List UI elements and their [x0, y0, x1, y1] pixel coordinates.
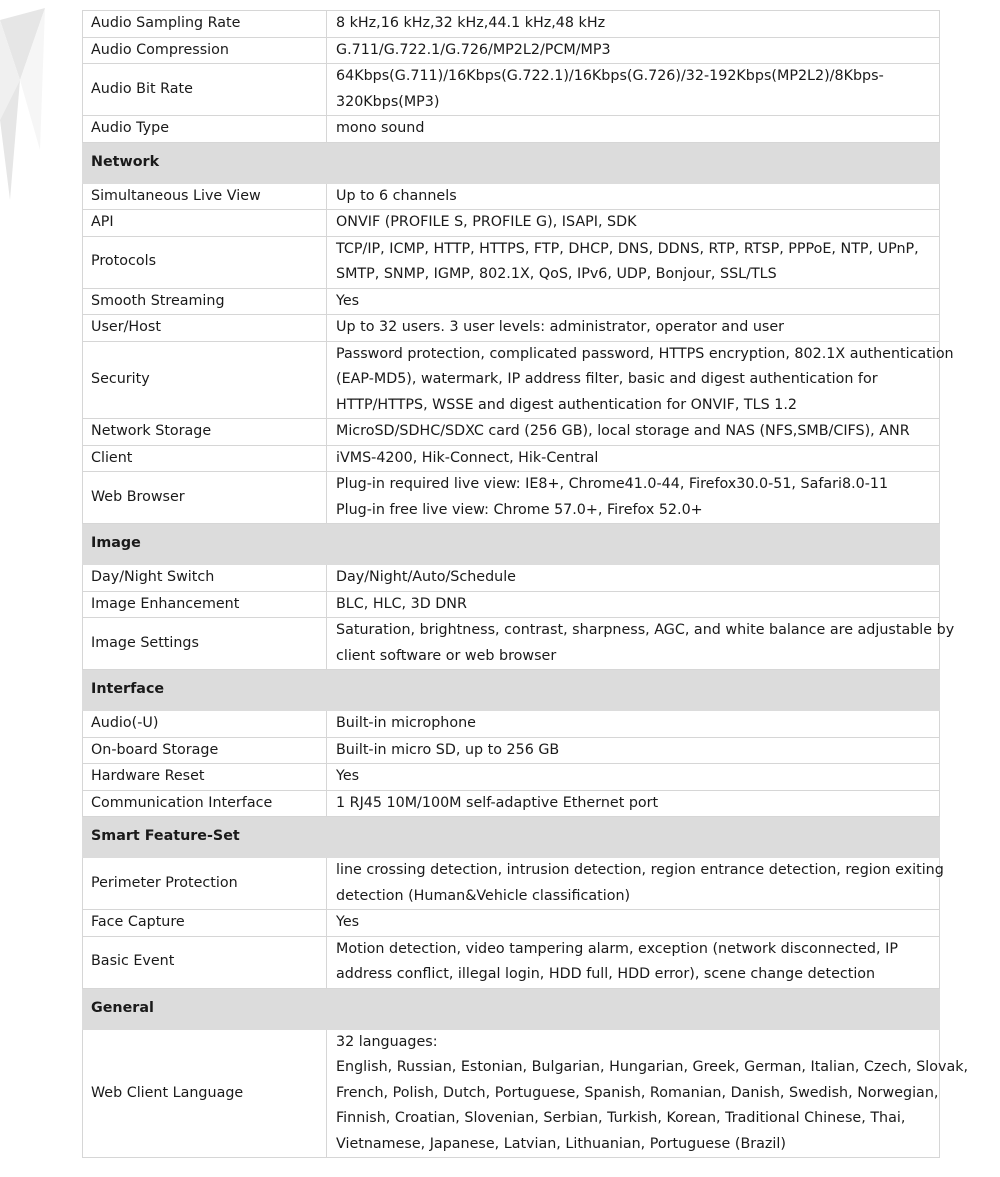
section-header-row: [83, 988, 940, 1029]
spec-row: [83, 183, 940, 210]
spec-label: Basic Event: [83, 936, 327, 988]
spec-row: [83, 288, 940, 315]
spec-value-line: Yes: [336, 768, 360, 784]
spec-value-line: Up to 32 users. 3 user levels: administrator, operator and user: [336, 319, 785, 335]
spec-value: [327, 790, 940, 817]
spec-value: [327, 315, 940, 342]
spec-row: [83, 936, 940, 988]
spec-label: Perimeter Protection: [83, 858, 327, 910]
spec-value: [327, 764, 940, 791]
section-title: Image: [83, 524, 940, 565]
spec-value: [327, 936, 940, 988]
spec-row: [83, 11, 940, 38]
spec-value-line: 320Kbps(MP3): [336, 93, 440, 110]
spec-row: [83, 1029, 940, 1158]
spec-value-line: Day/Night/Auto/Schedule: [336, 569, 516, 585]
spec-label: Web Client Language: [83, 1029, 327, 1158]
spec-value-line: mono sound: [336, 120, 425, 136]
spec-row: [83, 116, 940, 143]
section-header-row: [83, 142, 940, 183]
spec-label: Protocols: [83, 236, 327, 288]
spec-value-line: Yes: [336, 914, 360, 930]
spec-label: Security: [83, 341, 327, 419]
spec-value-line: BLC, HLC, 3D DNR: [336, 595, 467, 612]
spec-row: [83, 419, 940, 446]
spec-value-line: HTTP/HTTPS, WSSE and digest authentication for ONVIF, TLS 1.2: [336, 396, 797, 413]
spec-value: [327, 737, 940, 764]
spec-value-line: detection (Human&Vehicle classification): [336, 887, 631, 904]
spec-row: [83, 618, 940, 670]
spec-value: [327, 472, 940, 524]
spec-value-line: ONVIF (PROFILE S, PROFILE G), ISAPI, SDK: [336, 214, 637, 230]
spec-label: Client: [83, 445, 327, 472]
spec-value-line: 8 kHz,16 kHz,32 kHz,44.1 kHz,48 kHz: [336, 15, 606, 31]
spec-label: Image Enhancement: [83, 591, 327, 618]
spec-value-line: MicroSD/SDHC/SDXC card (256 GB), local storage and NAS (NFS,SMB/CIFS), ANR: [336, 423, 910, 439]
spec-label: API: [83, 210, 327, 237]
spec-value-line: French, Polish, Dutch, Portuguese, Spanish, Romanian, Danish, Swedish, Norwegian,: [336, 1084, 939, 1101]
spec-value: [327, 288, 940, 315]
spec-value-line: Saturation, brightness, contrast, sharpness, AGC, and white balance are adjustable by: [336, 622, 955, 638]
spec-value-line: Finnish, Croatian, Slovenian, Serbian, Turkish, Korean, Traditional Chinese, Thai,: [336, 1110, 906, 1126]
spec-value: [327, 116, 940, 143]
spec-label: Audio Bit Rate: [83, 64, 327, 116]
spec-label: User/Host: [83, 315, 327, 342]
spec-value: [327, 11, 940, 38]
spec-value: [327, 419, 940, 446]
spec-value: [327, 183, 940, 210]
spec-row: [83, 591, 940, 618]
spec-row: [83, 910, 940, 937]
spec-value-line: (EAP-MD5), watermark, IP address filter, basic and digest authentication for: [336, 371, 878, 387]
spec-value-line: SMTP, SNMP, IGMP, 802.1X, QoS, IPv6, UDP, Bonjour, SSL/TLS: [336, 266, 777, 282]
spec-value: [327, 910, 940, 937]
spec-value: [327, 236, 940, 288]
spec-label: Hardware Reset: [83, 764, 327, 791]
spec-value-line: Motion detection, video tampering alarm, exception (network disconnected, IP: [336, 940, 898, 957]
spec-label: Day/Night Switch: [83, 565, 327, 592]
spec-value: [327, 618, 955, 670]
spec-label: Audio Compression: [83, 37, 327, 64]
spec-value-line: Built-in microphone: [336, 715, 476, 731]
spec-value: [327, 64, 940, 116]
spec-label: Web Browser: [83, 472, 327, 524]
spec-label: Audio Type: [83, 116, 327, 143]
spec-value-line: Up to 6 channels: [336, 187, 457, 204]
section-header-row: [83, 670, 940, 711]
spec-label: Face Capture: [83, 910, 327, 937]
spec-value-line: 1 RJ45 10M/100M self-adaptive Ethernet port: [336, 794, 659, 811]
spec-label: Smooth Streaming: [83, 288, 327, 315]
section-title: Smart Feature-Set: [83, 817, 940, 858]
spec-value-line: client software or web browser: [336, 647, 557, 664]
spec-table-body: [83, 11, 969, 1158]
spec-row: [83, 445, 940, 472]
spec-row: [83, 236, 940, 288]
spec-row: [83, 711, 940, 738]
decorative-watermark-shape: [0, 0, 80, 230]
section-title: Interface: [83, 670, 940, 711]
spec-value: [327, 591, 940, 618]
spec-row: [83, 858, 940, 910]
spec-row: [83, 64, 940, 116]
spec-value-line: line crossing detection, intrusion detection, region entrance detection, region exiting: [336, 862, 944, 878]
spec-row: [83, 315, 940, 342]
spec-value-line: G.711/G.722.1/G.726/MP2L2/PCM/MP3: [336, 41, 611, 58]
spec-row: [83, 764, 940, 791]
spec-value-line: 64Kbps(G.711)/16Kbps(G.722.1)/16Kbps(G.726)/32-192Kbps(MP2L2)/8Kbps-: [336, 68, 884, 84]
spec-value-line: 32 languages:: [336, 1033, 438, 1050]
spec-value-line: address conflict, illegal login, HDD full, HDD error), scene change detection: [336, 966, 876, 982]
spec-table: [82, 10, 969, 1158]
spec-label: Communication Interface: [83, 790, 327, 817]
spec-value-line: English, Russian, Estonian, Bulgarian, Hungarian, Greek, German, Italian, Czech, Slovak,: [336, 1059, 969, 1075]
spec-label: Audio Sampling Rate: [83, 11, 327, 38]
spec-value: [327, 565, 940, 592]
spec-value: [327, 445, 940, 472]
spec-row: [83, 37, 940, 64]
section-title: Network: [83, 142, 940, 183]
spec-value: [327, 210, 940, 237]
spec-value: [327, 1029, 969, 1158]
section-header-row: [83, 817, 940, 858]
spec-row: [83, 737, 940, 764]
spec-row: [83, 790, 940, 817]
spec-value-line: Password protection, complicated password, HTTPS encryption, 802.1X authentication: [336, 345, 954, 362]
section-title: General: [83, 988, 940, 1029]
spec-label: On-board Storage: [83, 737, 327, 764]
spec-label: Audio(-U): [83, 711, 327, 738]
spec-value-line: Plug-in required live view: IE8+, Chrome41.0-44, Firefox30.0-51, Safari8.0-11: [336, 476, 889, 492]
spec-value-line: Built-in micro SD, up to 256 GB: [336, 741, 560, 758]
spec-value-line: Plug-in free live view: Chrome 57.0+, Firefox 52.0+: [336, 501, 703, 518]
spec-value: [327, 858, 944, 910]
spec-value: [327, 711, 940, 738]
spec-label: Image Settings: [83, 618, 327, 670]
spec-label: Simultaneous Live View: [83, 183, 327, 210]
spec-value-line: TCP/IP, ICMP, HTTP, HTTPS, FTP, DHCP, DNS, DDNS, RTP, RTSP, PPPoE, NTP, UPnP,: [336, 240, 919, 257]
spec-value-line: Vietnamese, Japanese, Latvian, Lithuanian, Portuguese (Brazil): [336, 1135, 786, 1152]
spec-row: [83, 210, 940, 237]
spec-label: Network Storage: [83, 419, 327, 446]
spec-row: [83, 565, 940, 592]
spec-value: [327, 341, 954, 419]
spec-value-line: Yes: [336, 292, 360, 309]
spec-row: [83, 341, 940, 419]
spec-row: [83, 472, 940, 524]
spec-value: [327, 37, 940, 64]
spec-value-line: iVMS-4200, Hik-Connect, Hik-Central: [336, 449, 599, 466]
section-header-row: [83, 524, 940, 565]
